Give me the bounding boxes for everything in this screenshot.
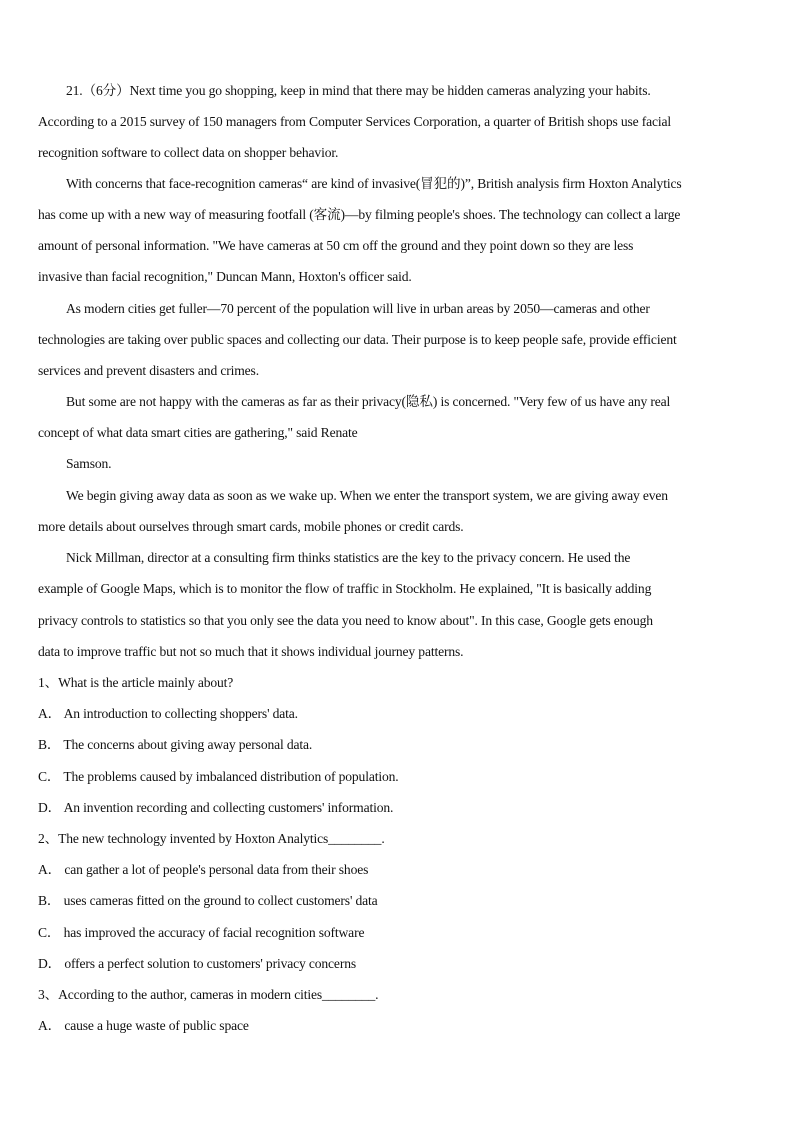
question-stem: 3、According to the author, cameras in modern cities________. [38, 987, 379, 1002]
passage-line: 21.（6分）Next time you go shopping, keep in mind that there may be hidden cameras analyzing your habits. [66, 83, 651, 98]
passage-line: We begin giving away data as soon as we wake up. When we enter the transport system, we are giving away even [66, 488, 668, 503]
answer-option-d: D． An invention recording and collecting customers' information. [38, 800, 394, 815]
passage-line: services and prevent disasters and crimes. [38, 363, 259, 378]
answer-option-a: A． An introduction to collecting shoppers' data. [38, 706, 298, 721]
answer-option-a: A． cause a huge waste of public space [38, 1018, 249, 1033]
answer-option-d: D． offers a perfect solution to customers' privacy concerns [38, 956, 356, 971]
question-stem: 1、What is the article mainly about? [38, 675, 234, 690]
passage-line: technologies are taking over public spaces and collecting our data. Their purpose is to keep people safe, provide efficient [38, 332, 677, 347]
passage-line: more details about ourselves through smart cards, mobile phones or credit cards. [38, 519, 464, 534]
passage-line: With concerns that face-recognition cameras“ are kind of invasive(冒犯的)”, British analysis firm Hoxton Analytics [66, 176, 682, 191]
answer-option-c: C． has improved the accuracy of facial recognition software [38, 925, 365, 940]
passage-line: recognition software to collect data on shopper behavior. [38, 145, 339, 160]
answer-option-b: B． uses cameras fitted on the ground to collect customers' data [38, 893, 378, 908]
passage-line: concept of what data smart cities are gathering," said Renate [38, 425, 358, 440]
answer-option-a: A． can gather a lot of people's personal data from their shoes [38, 862, 369, 877]
answer-option-b: B． The concerns about giving away personal data. [38, 737, 313, 752]
passage-line: Samson. [66, 456, 112, 471]
passage-line: invasive than facial recognition," Duncan Mann, Hoxton's officer said. [38, 269, 412, 284]
passage-line: privacy controls to statistics so that you only see the data you need to know about". In this case, Google gets enough [38, 613, 653, 628]
passage-line: example of Google Maps, which is to monitor the flow of traffic in Stockholm. He explained, "It is basically adding [38, 581, 652, 596]
passage-line: Nick Millman, director at a consulting firm thinks statistics are the key to the privacy concern. He used the [66, 550, 631, 565]
passage-line: amount of personal information. "We have cameras at 50 cm off the ground and they point down so they are less [38, 238, 634, 253]
passage-line: data to improve traffic but not so much that it shows individual journey patterns. [38, 644, 464, 659]
passage-line: But some are not happy with the cameras as far as their privacy(隐私) is concerned. "Very few of us have any real [66, 394, 671, 409]
passage-line: According to a 2015 survey of 150 managers from Computer Services Corporation, a quarter of British shops use facial [38, 114, 672, 129]
passage-line: As modern cities get fuller—70 percent of the population will live in urban areas by 2050—cameras and other [66, 301, 650, 316]
passage-line: has come up with a new way of measuring footfall (客流)—by filming people's shoes. The technology can collect a large [38, 207, 681, 222]
question-stem: 2、The new technology invented by Hoxton Analytics________. [38, 831, 385, 846]
answer-option-c: C． The problems caused by imbalanced distribution of population. [38, 769, 399, 784]
